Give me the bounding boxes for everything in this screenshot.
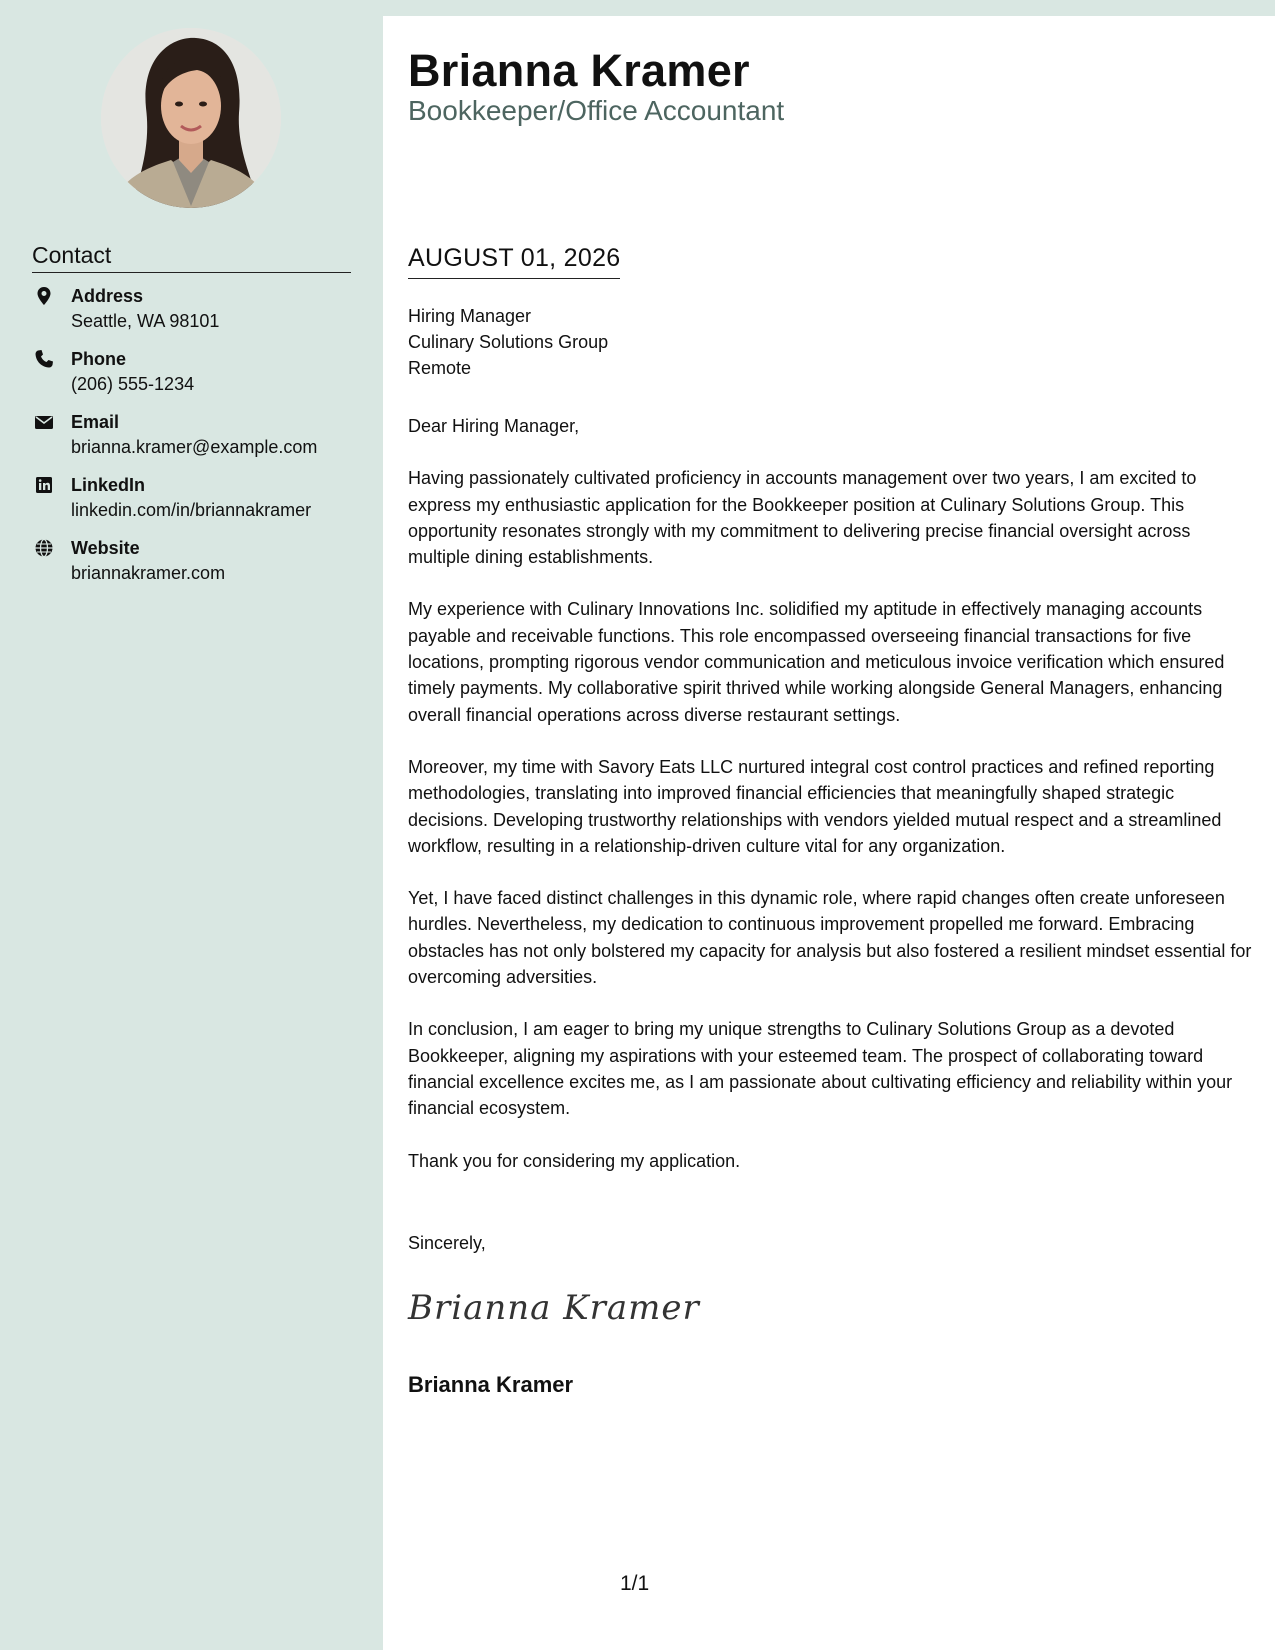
letter-content: [408, 413, 1256, 1200]
paragraph: Thank you for considering my application.: [408, 1150, 741, 1171]
phone-icon: [34, 349, 54, 369]
contact-website: [32, 537, 362, 600]
address-value: Seattle, WA 98101: [71, 311, 220, 331]
linkedin-link[interactable]: linkedin.com/in/briannakramer: [71, 500, 312, 520]
page-number: 1/1: [620, 1572, 650, 1595]
map-pin-icon: [34, 286, 54, 306]
contact-label: Phone: [71, 349, 127, 369]
website-link[interactable]: briannakramer.com: [71, 563, 226, 583]
paragraph: My experience with Culinary Innovations Inc. solidified my aptitude in effectively managing accounts payable and receivable functions. This role encompassed overseeing financial transactions for five locations, prompting rigorous vendor communication and meticulous invoice verification which ensured timely payments. My collaborative spirit thrived while working alongside General Managers, enhancing overall financial operations across diverse restaurant settings.: [408, 599, 1225, 725]
closing: Sincerely,: [408, 1233, 486, 1253]
contact-address: [32, 285, 362, 348]
contact-linkedin: [32, 474, 362, 537]
recipient-line: Remote: [408, 358, 472, 378]
letter-body: [383, 16, 1275, 1650]
sidebar: [0, 0, 383, 1650]
contact-phone: [32, 348, 362, 411]
contact-label: Website: [71, 538, 140, 558]
contact-label: Email: [71, 412, 120, 432]
globe-icon: [34, 538, 54, 558]
envelope-icon: [34, 412, 54, 432]
recipient-line: Hiring Manager: [408, 306, 532, 326]
signer-name: Brianna Kramer: [408, 1372, 574, 1397]
profile-photo: [101, 28, 281, 208]
linkedin-icon: [34, 475, 54, 495]
contact-label: Address: [71, 286, 144, 306]
contact-label: LinkedIn: [71, 475, 146, 495]
phone-value: (206) 555-1234: [71, 374, 195, 394]
paragraph: Yet, I have faced distinct challenges in this dynamic role, where rapid changes often create unforeseen hurdles. Nevertheless, my dedication to continuous improvement propelled me forward. Embracing obstacles has not only bolstered my capacity for analysis but also fostered a resilient mindset essential for overcoming adversities.: [408, 888, 1252, 988]
applicant-name: Brianna Kramer: [408, 45, 750, 96]
handwritten-signature: Brianna Kramer: [408, 1288, 700, 1328]
paragraph: Moreover, my time with Savory Eats LLC nurtured integral cost control practices and refined reporting methodologies, translating into improved financial efficiencies that meaningfully shaped strategic decisions. Developing trustworthy relationships with vendors yielded mutual respect and a streamlined workflow, resulting in a relationship-driven culture vital for any organization.: [408, 756, 1222, 856]
paragraph: In conclusion, I am eager to bring my unique strengths to Culinary Solutions Group as a devoted Bookkeeper, aligning my aspirations with your esteemed team. The prospect of collaborating toward financial excellence excites me, as I am passionate about cultivating efficiency and reliability within your financial ecosystem.: [408, 1019, 1233, 1119]
salutation: Dear Hiring Manager,: [408, 416, 580, 436]
contact-section-title: Contact: [32, 240, 351, 273]
contact-email: [32, 411, 362, 474]
recipient-block: [408, 303, 608, 381]
letter-date: AUGUST 01, 2026: [408, 242, 620, 279]
job-title: Bookkeeper/Office Accountant: [408, 95, 785, 126]
email-link[interactable]: brianna.kramer@example.com: [71, 437, 318, 457]
recipient-line: Culinary Solutions Group: [408, 332, 609, 352]
contact-list: [32, 285, 362, 600]
paragraph: Having passionately cultivated proficiency in accounts management over two years, I am excited to express my enthusiastic application for the Bookkeeper position at Culinary Solutions Group. This opportunity resonates strongly with my commitment to delivering precise financial oversight across multiple dining establishments.: [408, 468, 1197, 568]
